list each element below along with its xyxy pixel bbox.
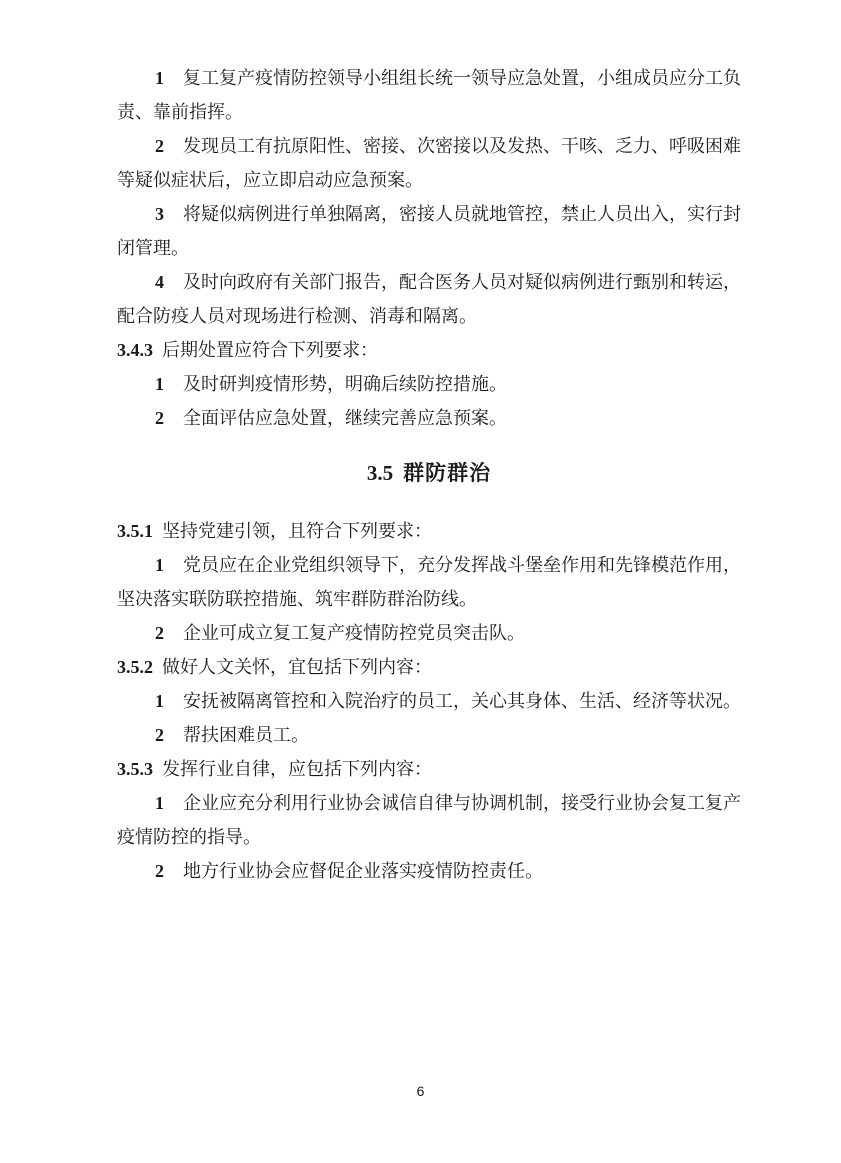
clause-number: 3.5.2 xyxy=(117,657,153,677)
item-number: 4 xyxy=(155,272,164,292)
numbered-item xyxy=(117,61,741,129)
numbered-item xyxy=(117,718,741,752)
section-heading xyxy=(117,451,741,496)
item-first-line xyxy=(117,197,741,231)
item-text: 安抚被隔离管控和入院治疗的员工，关心其身体、生活、经济等状况。 xyxy=(183,691,741,711)
item-first-line xyxy=(117,367,741,401)
item-first-line xyxy=(117,401,741,435)
clause-text: 坚持党建引领，且符合下列要求： xyxy=(162,521,432,541)
item-text: 复工复产疫情防控领导小组组长统一领导应急处置，小组成员应分工负 xyxy=(183,68,741,88)
clause-line xyxy=(117,650,741,684)
item-continuation-line: 配合防疫人员对现场进行检测、消毒和隔离。 xyxy=(117,306,477,326)
item-text: 全面评估应急处置，继续完善应急预案。 xyxy=(183,408,507,428)
item-text: 发现员工有抗原阳性、密接、次密接以及发热、干咳、乏力、呼吸困难 xyxy=(183,136,741,156)
item-number: 1 xyxy=(155,691,164,711)
item-number: 1 xyxy=(155,68,164,88)
clause-number: 3.5.1 xyxy=(117,521,153,541)
item-number: 1 xyxy=(155,374,164,394)
numbered-item xyxy=(117,197,741,265)
clause-text: 做好人文关怀，宜包括下列内容： xyxy=(162,657,432,677)
section-heading-number: 3.5 xyxy=(366,461,394,485)
clause-text: 后期处置应符合下列要求： xyxy=(162,340,378,360)
numbered-item xyxy=(117,401,741,435)
item-number: 2 xyxy=(155,408,164,428)
item-number: 2 xyxy=(155,861,164,881)
item-text: 企业可成立复工复产疫情防控党员突击队。 xyxy=(183,623,525,643)
item-text: 党员应在企业党组织领导下，充分发挥战斗堡垒作用和先锋模范作用， xyxy=(183,555,741,575)
item-first-line xyxy=(117,684,741,718)
item-continuation-line: 坚决落实联防联控措施、筑牢群防群治防线。 xyxy=(117,589,477,609)
clause-343 xyxy=(117,333,741,367)
item-first-line xyxy=(117,61,741,95)
section-heading-title: 群防群治 xyxy=(403,462,492,485)
item-continuation-line: 闭管理。 xyxy=(117,238,189,258)
numbered-item xyxy=(117,786,741,854)
item-first-line xyxy=(117,616,741,650)
clause-line xyxy=(117,514,741,548)
numbered-item xyxy=(117,684,741,718)
item-first-line xyxy=(117,854,741,888)
item-continuation-line: 等疑似症状后，应立即启动应急预案。 xyxy=(117,170,423,190)
clause-353 xyxy=(117,752,741,786)
page-content xyxy=(117,61,741,888)
item-continuation-line: 责、靠前指挥。 xyxy=(117,102,243,122)
item-number: 2 xyxy=(155,136,164,156)
item-text: 地方行业协会应督促企业落实疫情防控责任。 xyxy=(183,861,543,881)
item-number: 1 xyxy=(155,793,164,813)
item-number: 1 xyxy=(155,555,164,575)
numbered-item xyxy=(117,616,741,650)
numbered-item xyxy=(117,854,741,888)
item-number: 3 xyxy=(155,204,164,224)
clause-line xyxy=(117,752,741,786)
item-text: 企业应充分利用行业协会诚信自律与协调机制，接受行业协会复工复产 xyxy=(183,793,741,813)
item-text: 将疑似病例进行单独隔离，密接人员就地管控，禁止人员出入，实行封 xyxy=(183,204,741,224)
item-continuation-line: 疫情防控的指导。 xyxy=(117,827,261,847)
numbered-item xyxy=(117,548,741,616)
item-number: 2 xyxy=(155,725,164,745)
page-footer xyxy=(0,1081,841,1101)
clause-line xyxy=(117,333,741,367)
item-text: 帮扶困难员工。 xyxy=(183,725,309,745)
numbered-item xyxy=(117,129,741,197)
clause-text: 发挥行业自律，应包括下列内容： xyxy=(162,759,432,779)
clause-352 xyxy=(117,650,741,684)
item-first-line xyxy=(117,548,741,582)
item-number: 2 xyxy=(155,623,164,643)
item-text: 及时研判疫情形势，明确后续防控措施。 xyxy=(183,374,507,394)
item-text: 及时向政府有关部门报告，配合医务人员对疑似病例进行甄别和转运， xyxy=(183,272,741,292)
item-first-line xyxy=(117,129,741,163)
item-first-line xyxy=(117,718,741,752)
item-first-line xyxy=(117,786,741,820)
page-number: 6 xyxy=(416,1083,425,1099)
numbered-item xyxy=(117,265,741,333)
clause-number: 3.5.3 xyxy=(117,759,153,779)
item-first-line xyxy=(117,265,741,299)
numbered-item xyxy=(117,367,741,401)
clause-number: 3.4.3 xyxy=(117,340,153,360)
clause-351 xyxy=(117,514,741,548)
